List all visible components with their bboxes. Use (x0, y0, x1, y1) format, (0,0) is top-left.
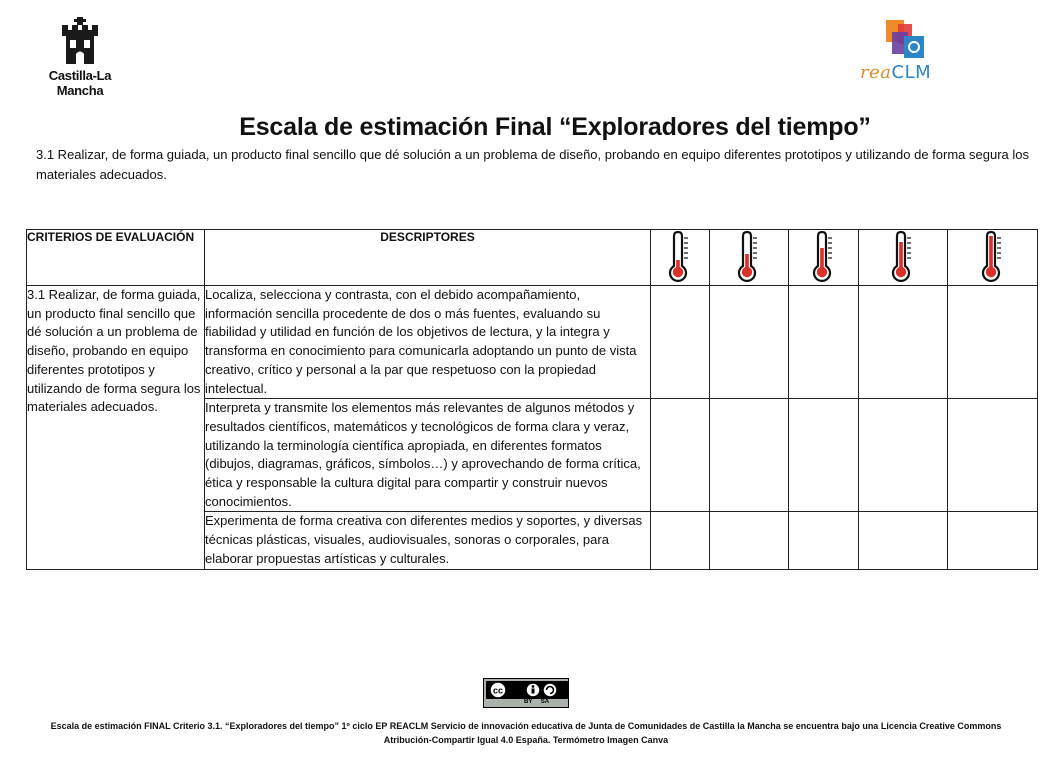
rating-cell[interactable] (859, 399, 948, 512)
criterion-cell: 3.1 Realizar, de forma guiada, un producto final sencillo que dé solución a un problema de diseño, probando en equipo diferentes prototipos y utilizando de forma segura los materiales adecuados. (27, 286, 205, 570)
rating-cell[interactable] (651, 399, 710, 512)
table-header-row (27, 230, 1038, 286)
rating-cell[interactable] (710, 399, 789, 512)
logo-rea-text: rea (860, 62, 892, 83)
thermometer-icon (981, 230, 1005, 282)
descriptor-cell: Localiza, selecciona y contrasta, con el debido acompañamiento, información sencilla procedente de dos o más fuentes, evaluando su fiabilidad y utilidad en función de los objetivos de lectura, y la integra y transforma en conocimiento para comunicarla adoptando un punto de vista creativo, crítico y personal a la par que respetuoso con la propiedad intelectual. (205, 286, 651, 399)
rating-cell[interactable] (789, 399, 859, 512)
criteria-header: CRITERIOS DE EVALUACIÓN (27, 230, 205, 286)
evaluation-table (26, 229, 1038, 570)
rating-cell[interactable] (948, 512, 1038, 569)
thermometer-icon (812, 230, 836, 282)
creative-commons-badge[interactable] (483, 678, 569, 708)
level-3-header (789, 230, 859, 286)
rating-cell[interactable] (859, 286, 948, 399)
license-sa-label: SA (540, 699, 550, 705)
reaclm-logo (856, 18, 952, 86)
thermometer-icon (737, 230, 761, 282)
license-by-label: BY (524, 699, 533, 705)
cc-by-sa-icon (484, 679, 570, 701)
rating-cell[interactable] (710, 512, 789, 569)
footer (0, 678, 1052, 747)
svg-text:cc: cc (492, 685, 504, 696)
logo-text: Castilla-La Mancha (48, 68, 112, 98)
rating-cell[interactable] (651, 286, 710, 399)
level-2-header (710, 230, 789, 286)
reaclm-mark-icon (856, 18, 952, 64)
rating-cell[interactable] (948, 286, 1038, 399)
descriptor-cell: Interpreta y transmite los elementos más relevantes de algunos métodos y resultados científicos, matemáticos y tecnológicos de forma clara y veraz, utilizando la terminología científica apropiada, en diferentes formatos (dibujos, diagramas, gráficos, símbolos…) y aprovechando de forma crítica, ética y responsable la cultura digital para compartir y construir nuevos conocimientos. (205, 399, 651, 512)
descriptor-cell: Experimenta de forma creativa con diferentes medios y soportes, y diversas técnicas plásticas, visuales, audiovisuales, sonoras o corporales, para elaborar propuestas artísticas y culturales. (205, 512, 651, 569)
table-row (27, 286, 1038, 399)
rating-cell[interactable] (651, 512, 710, 569)
descriptors-header: DESCRIPTORES (205, 230, 651, 286)
level-1-header (651, 230, 710, 286)
castilla-la-mancha-logo (24, 16, 136, 98)
rating-cell[interactable] (948, 399, 1038, 512)
intro-text: 3.1 Realizar, de forma guiada, un producto final sencillo que dé solución a un problema de diseño, probando en equipo diferentes prototipos y utilizando de forma segura los materiales adecuados. (36, 147, 1029, 182)
level-5-header (948, 230, 1038, 286)
page-title: Escala de estimación Final “Exploradores del tiempo” (239, 113, 871, 141)
logo-clm-text: CLM (891, 62, 932, 83)
thermometer-icon (668, 230, 692, 282)
rating-cell[interactable] (789, 512, 859, 569)
rating-cell[interactable] (859, 512, 948, 569)
license-note: Escala de estimación FINAL Criterio 3.1. “Exploradores del tiempo” 1º ciclo EP REACLM Servicio de innovación educativa de Junta de Comunidades de Castilla la Mancha se encuentra bajo una Licencia Creative Commons Atribución-Compartir Igual 4.0 España. Termómetro Imagen Canva (50, 721, 1002, 745)
rating-cell[interactable] (710, 286, 789, 399)
thermometer-icon (891, 230, 915, 282)
level-4-header (859, 230, 948, 286)
rating-cell[interactable] (789, 286, 859, 399)
castle-crest-icon (60, 16, 100, 66)
